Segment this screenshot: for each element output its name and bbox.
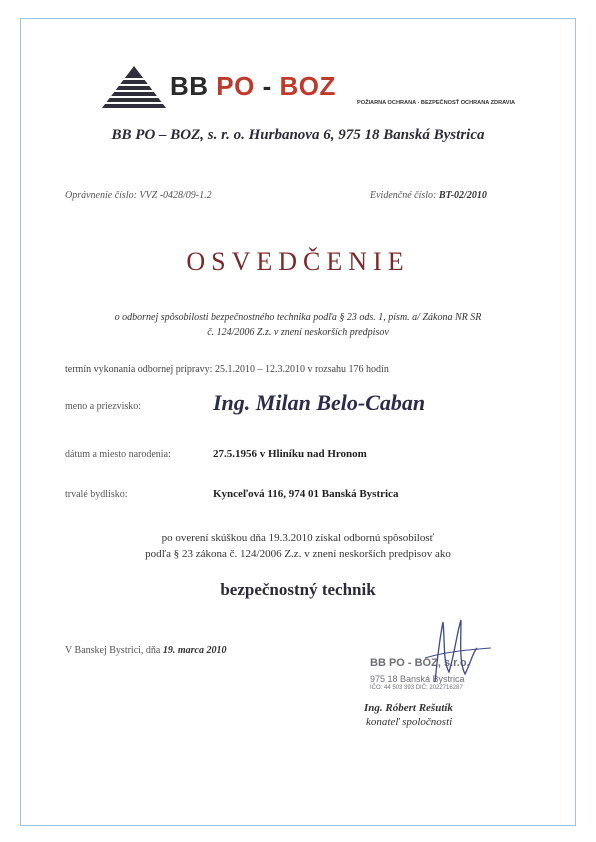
place-text: V Banskej Bystrici, dňa bbox=[65, 645, 161, 656]
certificate-title: OSVEDČENIE bbox=[186, 247, 410, 276]
registration-label: Evidenčné číslo: bbox=[370, 190, 437, 201]
birth-label: dátum a miesto narodenia: bbox=[65, 449, 171, 460]
registration-number bbox=[370, 190, 487, 201]
company-address-line: BB PO – BOZ, s. r. o. Hurbanova 6, 975 18 Banská Bystrica bbox=[111, 127, 485, 143]
place-and-date bbox=[65, 645, 226, 656]
signatory-name: Ing. Róbert Rešutík bbox=[364, 702, 453, 714]
certificate-subtitle bbox=[0, 310, 596, 340]
address-value: Kynceľová 116, 974 01 Banská Bystrica bbox=[213, 488, 399, 500]
registration-value: BT-02/2010 bbox=[438, 190, 487, 201]
logo-triangle-icon bbox=[100, 64, 170, 114]
logo-tagline: POŽIARNA OCHRANA - BEZPEČNOSŤ OCHRANA ZDRAVIA bbox=[357, 100, 516, 106]
subtitle-line-2: č. 124/2006 Z.z. v znení neskorších predpisov bbox=[207, 327, 389, 338]
training-period: termín vykonania odbornej prípravy: 25.1.2010 – 12.3.2010 v rozsahu 176 hodín bbox=[65, 364, 389, 375]
logo-wordmark bbox=[170, 71, 336, 102]
logo-dash: - bbox=[262, 71, 272, 101]
statement-line-1: po overení skúškou dňa 19.3.2010 získal odbornú spôsobilosť bbox=[161, 532, 435, 544]
stamp-line-3: IČO: 44 503 393 DIČ: 2022716287 bbox=[370, 685, 463, 691]
authorization-number: Oprávnenie číslo: VVZ -0428/09-1.2 bbox=[65, 190, 212, 201]
birth-value: 27.5.1956 v Hliníku nad Hronom bbox=[213, 448, 367, 460]
subtitle-line-1: o odbornej spôsobilosti bezpečnostného technika podľa § 23 ods. 1, písm. a/ Zákona NR SR bbox=[114, 312, 482, 323]
handwritten-signature bbox=[415, 612, 505, 692]
address-label: trvalé bydlisko: bbox=[65, 489, 128, 500]
signatory-role: konateľ spoločnosti bbox=[366, 716, 453, 728]
statement-line-2: podľa § 23 zákona č. 124/2006 Z.z. v znení neskorších predpisov ako bbox=[145, 548, 451, 560]
company-logo bbox=[100, 64, 520, 114]
qualification-title: bezpečnostný technik bbox=[220, 580, 376, 599]
logo-boz: BOZ bbox=[279, 71, 336, 101]
issue-date: 19. marca 2010 bbox=[162, 645, 227, 656]
logo-po: PO bbox=[216, 71, 255, 101]
stamp-line-2: 975 18 Banská Bystrica bbox=[370, 674, 465, 684]
stamp-line-1: BB PO - BOZ, s.r.o. bbox=[370, 657, 470, 669]
logo-bb: BB bbox=[170, 71, 209, 101]
name-value: Ing. Milan Belo-Caban bbox=[213, 390, 426, 415]
name-label: meno a priezvisko: bbox=[65, 401, 142, 412]
